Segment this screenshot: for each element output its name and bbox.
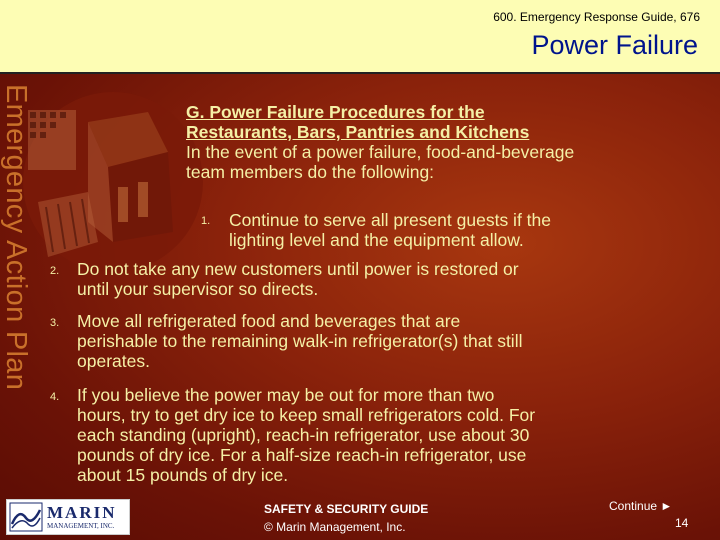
building-illustration-icon (18, 92, 211, 282)
list-item (77, 259, 677, 299)
list-item-line: Do not take any new customers until power is restored or (77, 259, 519, 279)
header-bar (0, 0, 720, 72)
header-divider (0, 72, 720, 74)
vertical-section-title: Emergency Action Plan (0, 84, 32, 391)
list-item (229, 210, 689, 250)
list-item-line: perishable to the remaining walk-in refrigerator(s) that still (77, 331, 523, 351)
page-number: 14 (675, 516, 689, 530)
list-item-line: about 15 pounds of dry ice. (77, 465, 289, 485)
list-item (77, 385, 677, 485)
page-title: Power Failure (531, 30, 698, 60)
intro-line-1: In the event of a power failure, food-and-beverage (186, 142, 575, 162)
logo-subtext: MANAGEMENT, INC. (47, 522, 115, 530)
section-heading-line-2: Restaurants, Bars, Pantries and Kitchens (186, 122, 530, 142)
list-item-line: hours, try to get dry ice to keep small refrigerators cold. For (77, 405, 536, 425)
list-number: 2. (50, 265, 60, 277)
procedure-intro (186, 102, 706, 182)
footer-guide-title: SAFETY & SECURITY GUIDE (264, 502, 429, 516)
list-item-line: each standing (upright), reach-in refrigerator, use about 30 (77, 425, 530, 445)
list-number: 4. (50, 391, 60, 403)
list-number: 1. (201, 215, 211, 227)
intro-line-2: team members do the following: (186, 162, 435, 182)
header-subtitle: 600. Emergency Response Guide, 676 (493, 10, 700, 24)
list-item-line: Move all refrigerated food and beverages that are (77, 311, 461, 331)
section-heading-line-1: G. Power Failure Procedures for the (186, 102, 485, 122)
list-item-line: pounds of dry ice. For a half-size reach-in refrigerator, use (77, 445, 527, 465)
list-item-line: operates. (77, 351, 150, 371)
wave-logo-icon (9, 502, 43, 532)
marin-logo (6, 499, 130, 535)
footer-copyright: © Marin Management, Inc. (264, 520, 406, 534)
list-item-line: lighting level and the equipment allow. (229, 230, 524, 250)
list-item-line: Continue to serve all present guests if the (229, 210, 551, 230)
list-item-line: until your supervisor so directs. (77, 279, 319, 299)
list-number: 3. (50, 317, 60, 329)
list-item-line: If you believe the power may be out for more than two (77, 385, 495, 405)
logo-wordmark: MARIN (47, 503, 117, 522)
list-item (77, 311, 677, 371)
continue-link[interactable]: Continue ► (609, 499, 673, 513)
